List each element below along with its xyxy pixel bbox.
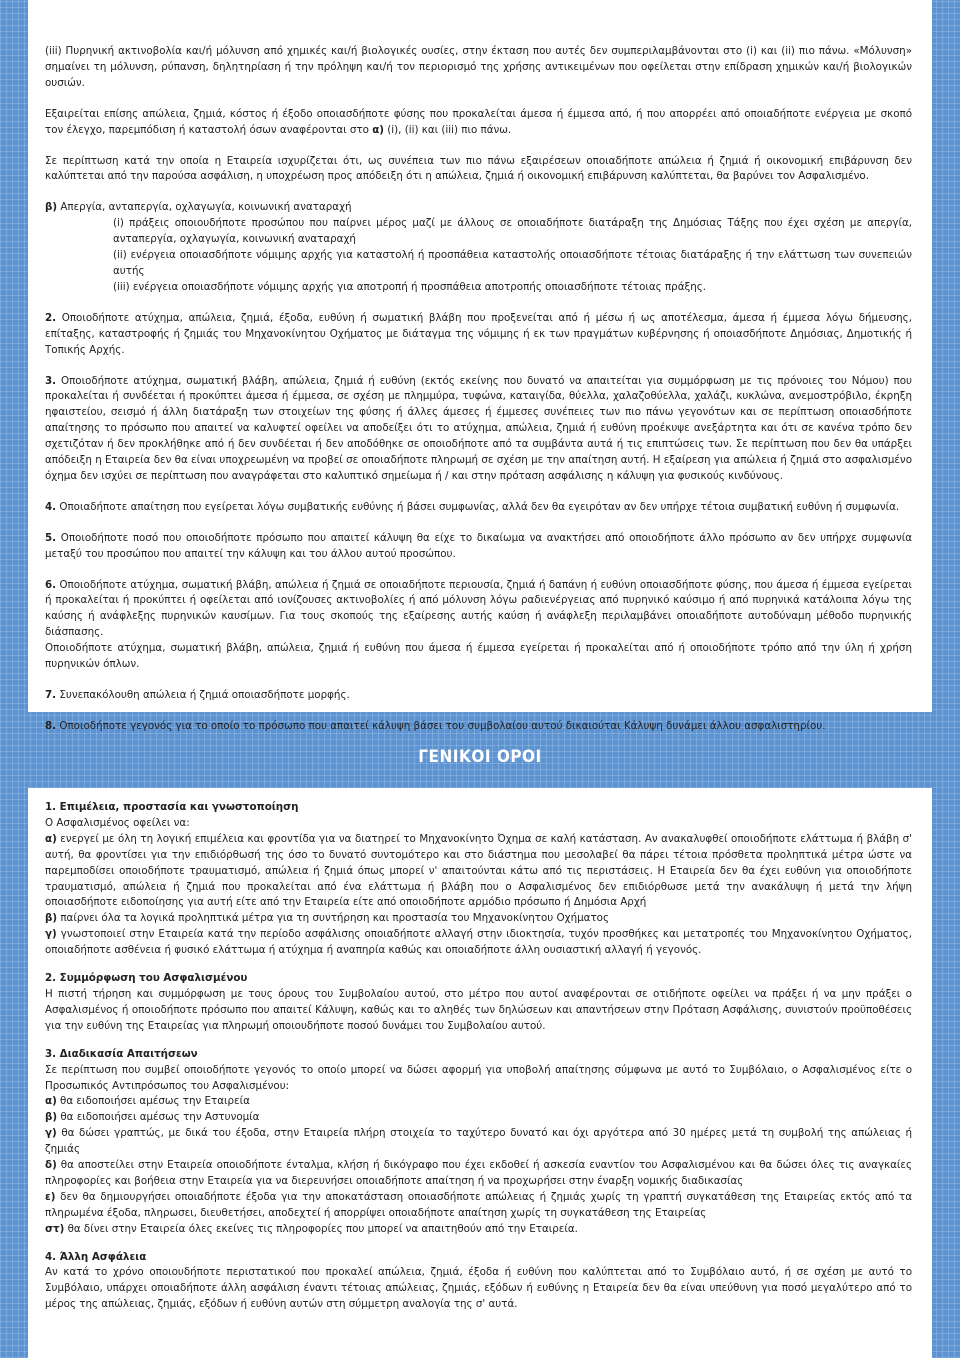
section-3-item-d: δ) θα αποστείλει στην Εταιρεία οποιοδήποτε ένταλμα, κλήση ή δικόγραφο που έχει εκδοθεί ή ασκεσία εναντίον του Ασφαλισμένου και θα δώσει όλες τις αναγκαίες πληροφορίες και βοήθεια στην Εταιρεία για να διερευνήσει οποιαδήποτε απαίτηση ή να προχωρήσει στην έναρξη νομικής διαδικασίας — [45, 1159, 912, 1187]
item-label: β) — [45, 201, 58, 214]
exclusion-2: 2. Οποιοδήποτε ατύχημα, απώλεια, ζημιά, έξοδα, ευθύνη ή σωματική βλάβη που προξενείται από ή μέσω ή ως αποτέλεσμα, άμεσα ή έμμεσα λόγω δήμευσης, επίταξης, καταστροφής ή ζημιάς του Μηχανοκίνητου Οχήματος με διάταγμα της νόμιμης ή εκ των πραγμάτων κυβέρνησης ή οποιασδήποτε Δημόσιας, Δημοτικής ή Τοπικής Αρχής. — [45, 311, 912, 356]
section-1-item-a: α) ενεργεί με όλη τη λογική επιμέλεια και φροντίδα για να διατηρεί το Μηχανοκίνητο Όχημα σε καλή κατάσταση. Αν ανακαλυφθεί οποιοδήποτε ελάττωμα ή βλάβη σ' αυτή, θα φροντίσει για την επιδιόρθωσή της όσο το δυνατό συντομότερο και στο διάστημα που μεσολαβεί θα πάρει τέτοια πρόσθετα προληπτικά μέτρα ώστε να παρεμποδίσει οποιοδήποτε τραυματισμό, απώλεια ή ζημιά όπως μπορεί ν' απαιτούνται κάτω από τις περιστάσεις. Η Εταιρεία δεν θα έχει ευθύνη για οποιοδήποτε τραυματισμό, απώλεια ή ζημιά που προκαλείται από ένα ελάττωμα ή βλάβη που ο Ασφαλισμένος δεν επιδιόρθωσε μετά την ανακάλυψη ή μετά την λήψη οποιασδήποτε ειδοποίησης για αυτή είτε από την Εταιρεία είτε από οποιοδήποτε αρμόδιο πρόσωπο ή Δημόσια Αρχή — [45, 832, 912, 909]
section-4-heading: 4. Άλλη Ασφάλεια — [45, 1250, 147, 1263]
item-label: γ) — [45, 928, 57, 941]
section-1-item-b: β) παίρνει όλα τα λογικά προληπτικά μέτρα για τη συντήρηση και προστασία του Μηχανοκίνητου Οχήματος — [45, 912, 609, 925]
section-2-heading: 2. Συμμόρφωση του Ασφαλισμένου — [45, 972, 248, 985]
item-number: 2. — [45, 311, 57, 324]
section-1-item-c: γ) γνωστοποιεί στην Εταιρεία κατά την περίοδο ασφάλισης οποιαδήποτε αλλαγή στην ιδιοκτησία, τυχόν προσθήκες και μετατροπές του Μηχανοκίνητου Οχήματος, οποιαδήποτε ασθένεια ή φυσικό ελάττωμα ή ατύχημα ή αναπηρία καθώς και οποιαδήποτε άλλη ουσιαστική αλλαγή ή γεγονός. — [45, 928, 912, 957]
item-label: β) — [45, 912, 58, 925]
exclusion-6-continued: Οποιοδήποτε ατύχημα, σωματική βλάβη, απώλεια, ζημιά ή ευθύνη που άμεσα ή έμμεσα εγείρεται ή προκαλείται από ή οποιοδήποτε τρόπο από την ύλη ή χρήση πυρηνικών όπλων. — [45, 642, 912, 671]
strike-item-iii: (iii) ενέργεια οποιασδήποτε νόμιμης αρχής για αποτροπή ή προσπάθεια αποτροπής οποιασδήποτε τέτοιας πράξης. — [113, 280, 707, 293]
item-number: 5. — [45, 531, 57, 544]
strike-item-ii: (ii) ενέργεια οποιασδήποτε νόμιμης αρχής για καταστολή ή προσπάθεια καταστολής οποιασδήποτε τέτοιας διατάραξης ή την ελάττωση των συνεπειών αυτής — [113, 249, 912, 277]
exclusion-4: 4. Οποιαδήποτε απαίτηση που εγείρεται λόγω συμβατικής ευθύνης ή βάσει συμφωνίας, αλλά δεν θα εγειρόταν αν δεν υπήρχε τέτοια συμβατική ευθύνη ή συμφωνία. — [45, 500, 900, 513]
exclusion-6: 6. Οποιοδήποτε ατύχημα, σωματική βλάβη, απώλεια ή ζημιά σε οποιαδήποτε περιουσία, ζημιά ή δαπάνη ή ευθύνη οποιασδήποτε φύσης, που άμεσα ή έμμεσα εγείρεται ή προκαλείται ή προκύπτει ή οφείλεται από ιονίζουσες ακτινοβολίες ή από μόλυνση λόγω ραδιενέργειας από πυρηνικό καύσιμο ή από πυρηνικά κατάλοιπα λόγω της καύσης ή ανάφλεξης πυρηνικών καυσίμων. Για τους σκοπούς της εξαίρεσης αυτής καύση ή ανάφλεξη περιλαμβάνει οποιαδήποτε αυτοδύναμη μέθοδο πυρηνικής διάσπασης. — [45, 578, 912, 639]
section-1-intro: Ο Ασφαλισμένος οφείλει να: — [45, 816, 190, 829]
section-2-text: Η πιστή τήρηση και συμμόρφωση με τους όρους του Συμβολαίου αυτού, στο μέτρο που αυτοί αναφέρονται σε οτιδήποτε οφείλει να πράξει ή να μην πράξει ο Ασφαλισμένος ή οποιοδήποτε πρόσωπο που απαιτεί Κάλυψη, καθώς και το αληθές των δηλώσεων και απαντήσεων στην Πρόταση Ασφάλισης, συνιστούν προϋποθέσεις για την ευθύνη της Εταιρείας για πληρωμή οποιουδήποτε ποσού δυνάμει του Συμβολαίου αυτού. — [45, 987, 912, 1032]
section-3-item-st: στ) θα δίνει στην Εταιρεία όλες εκείνες τις πληροφορίες που μπορεί να απαιτηθούν από την Εταιρεία. — [45, 1222, 578, 1235]
exclusion-5: 5. Οποιοδήποτε ποσό που οποιοδήποτε πρόσωπο που απαιτεί κάλυψη θα είχε το δικαίωμα να ανακτήσει από οποιοδήποτε άλλο πρόσωπο αν δεν υπήρχε συμφωνία μεταξύ του προσώπου που απαιτεί την κάλυψη και του άλλου αυτού προσώπου. — [45, 531, 912, 560]
section-4-text: Αν κατά το χρόνο οποιουδήποτε περιστατικού που προκαλεί απώλεια, ζημιά, έξοδα ή ευθύνη που καλύπτεται από το Συμβόλαιο αυτό, ή σε σχέση με αυτό το Συμβόλαιο, υπάρχει οποιαδήποτε άλλη ασφάλιση έναντι τέτοιας απώλειας, ζημιάς, εξόδων ή ευθύνης η Εταιρεία δεν θα είναι υπεύθυνη για ποσό μεγαλύτερο από το μέρος της απώλειας, ζημιάς, εξόδων ή ευθύνη αυτών στη σύμμετρη αναλογία της σ' αυτά. — [45, 1266, 912, 1311]
section-3-item-e: ε) δεν θα δημιουργήσει οποιαδήποτε έξοδα για την αποκατάσταση οποιασδήποτε απώλειας ή ζημιάς χωρίς τη γραπτή συγκατάθεση της Εταιρείας εκτός από τα πληρωμένα έξοδα, πληρωσει, διευθετήσει, αποδεχτεί ή απορρίψει οποιαδήποτε απαίτηση χωρίς τη συγκατάθεση της Εταιρείας — [45, 1190, 912, 1219]
item-label: ε) — [45, 1190, 56, 1203]
item-label: α) — [372, 123, 385, 136]
item-number: 7. — [45, 689, 57, 701]
section-3-intro: Σε περίπτωση που συμβεί οποιοδήποτε γεγονός το οποίο μπορεί να δώσει αφορμή για υποβολή απαίτησης σύμφωνα με αυτό το Συμβόλαιο, ο Ασφαλισμένος είτε ο Προσωπικός Αντιπρόσωπος του Ασφαλισμένου: — [45, 1063, 912, 1092]
item-label: στ) — [45, 1222, 65, 1235]
section-3-item-a: α) θα ειδοποιήσει αμέσως την Εταιρεία — [45, 1095, 250, 1108]
strike-item-i: (i) πράξεις οποιουδήποτε προσώπου που παίρνει μέρος μαζί με άλλους σε οποιαδήποτε διατάραξη της Δημόσιας Τάξης που έχει σχέση με απεργία, ανταπεργία, οχλαγωγία, κοινωνική αναταραχή — [113, 217, 912, 246]
item-number: 4. — [45, 500, 57, 513]
item-label: δ) — [45, 1159, 57, 1172]
paragraph-strike: β) Απεργία, ανταπεργία, οχλαγωγία, κοινωνική αναταραχή — [45, 201, 352, 214]
exclusion-8: 8. Οποιοδήποτε γεγονός για το οποίο το πρόσωπο που απαιτεί κάλυψη βάσει του συμβολαίου αυτού δικαιούται Κάλυψη δυνάμει άλλου ασφαλιστηρίου. — [45, 719, 826, 732]
item-label: α) — [45, 832, 57, 845]
section-3-heading: 3. Διαδικασία Απαιτήσεων — [45, 1047, 198, 1060]
paragraph-iii: (iii) Πυρηνική ακτινοβολία και/ή μόλυνση από χημικές και/ή βιολογικές ουσίες, στην έκταση που αυτές δεν συμπεριλαμβάνονται στο (i) και (ii) πιο πάνω. «Μόλυνση» σημαίνει τη μόλυνση, ρύπανση, δηλητηρίαση ή την πρόληψη και/ή τον περιορισμό της χρήσης αντικειμένων που οφείλεται στην επίδραση χημικών και/ή βιολογικών ουσιών. — [45, 45, 912, 89]
general-terms-panel — [28, 788, 932, 1358]
section-1-heading: 1. Επιμέλεια, προστασία και γνωστοποίηση — [45, 801, 299, 813]
section-3-item-c: γ) θα δώσει γραπτώς, με δικά του έξοδα, στην Εταιρεία πλήρη στοιχεία το ταχύτερο δυνατό και όχι αργότερα από 30 ημέρες μετά τη συμβολή της απώλειας ή ζημιάς — [45, 1127, 912, 1156]
item-number: 6. — [45, 578, 57, 591]
paragraph-burden-of-proof: Σε περίπτωση κατά την οποία η Εταιρεία ισχυρίζεται ότι, ως συνέπεια των πιο πάνω εξαιρέσεων οποιαδήποτε απώλεια ή ζημιά ή οικονομική επιβάρυνση δεν καλύπτεται από την παρούσα ασφάλιση, η υποχρέωση προς απόδειξη ότι η απώλεια, ζημιά ή οικονομική επιβάρυνση καλύπτεται, θα βαρύνει τον Ασφαλισμένο. — [45, 154, 912, 183]
item-label: β) — [45, 1111, 58, 1124]
exclusion-3: 3. Οποιοδήποτε ατύχημα, σωματική βλάβη, απώλεια, ζημιά ή ευθύνη (εκτός εκείνης που δυνατό να απαιτείται για συμμόρφωση με τις πρόνοιες του Νόμου) που προκαλείται ή συνδέεται ή προκύπτει άμεσα ή έμμεσα, σε σχέση με πλημμύρα, τυφώνα, καταιγίδα, θύελλα, χαλαζοθύελλα, χαλάζι, κυκλώνα, ανεμοστρόβιλο, έκρηξη ηφαιστείου, σεισμό ή άλλη διατάραξη των στοιχείων της φύσης ή άλλες άμεσες ή έμμεσες συνέπειες των πιο πάνω γεγονότων και σε περίπτωση οποιασδήποτε απαίτησης το πρόσωπο που απαιτεί να καλυφτεί οφείλει να αποδείξει ότι το ατύχημα, απώλεια, ζημιά ή ευθύνη προέκυψε ανεξάρτητα και ότι σε κανένα τρόπο δεν σχετιζόταν ή δεν προκλήθηκε από ή δεν συνδέεται ή δεν αποδόθηκε σε οποιοδήποτε από τα συμβάντα αυτά ή τις επιπτώσεις των. Σε περίπτωση που δεν θα υπάρξει απόδειξη η Εταιρεία δεν θα είναι υποχρεωμένη να προβεί σε οποιαδήποτε πληρωμή σε σχέση με την απαίτηση αυτή. Η εξαίρεση για απώλεια ή ζημιά στο ασφαλισμένο όχημα δεν ισχύει σε περίπτωση που αναγράφεται στο καλυπτικό σημείωμα ή / και στην πρόταση ασφάλισης η κάλυψη για φυσικούς κινδύνους. — [45, 374, 912, 482]
item-label: α) — [45, 1095, 57, 1108]
paragraph-exclusion-control: Εξαιρείται επίσης απώλεια, ζημιά, κόστος ή έξοδο οποιασδήποτε φύσης που προκαλείται άμεσα ή έμμεσα από, ή που απορρέει από οποιαδήποτε ενέργεια με σκοπό τον έλεγχο, παρεμπόδιση ή καταστολή όσων αναφέρονται στο α) (i), (ii) και (iii) πιο πάνω. — [45, 107, 912, 136]
exclusions-panel — [28, 0, 932, 732]
item-number: 3. — [45, 374, 57, 387]
section-banner-title: ΓΕΝΙΚΟΙ ΟΡΟΙ — [418, 747, 542, 767]
exclusion-7: 7. Συνεπακόλουθη απώλεια ή ζημιά οποιασδήποτε μορφής. — [45, 689, 350, 701]
item-number: 8. — [45, 719, 57, 732]
item-label: γ) — [45, 1127, 57, 1140]
section-3-item-b: β) θα ειδοποιήσει αμέσως την Αστυνομία — [45, 1111, 260, 1124]
